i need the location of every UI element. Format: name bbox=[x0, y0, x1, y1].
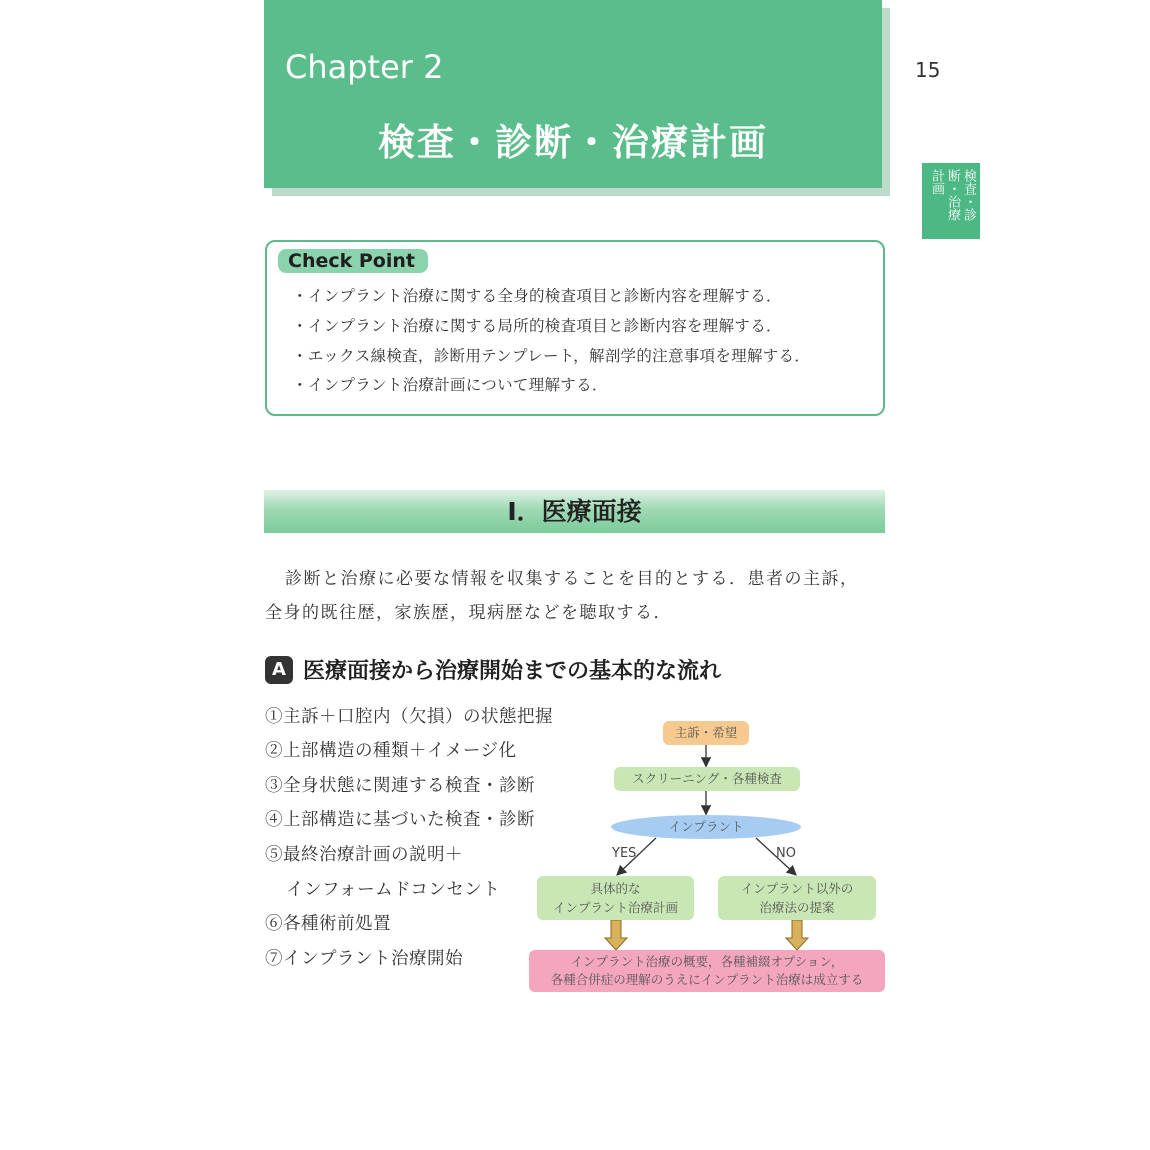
flow-box-summary bbox=[529, 950, 885, 992]
flow-decision-implant: インプラント bbox=[611, 815, 801, 839]
section-intro-line: 全身的既往歴，家族歴，現病歴などを聴取する． bbox=[265, 603, 672, 623]
checkpoint-item: ・インプラント治療に関する局所的検査項目と診断内容を理解する． bbox=[292, 317, 782, 335]
chapter-title: 検査・診断・治療計画 bbox=[378, 121, 768, 164]
flow-box-text: インプラント治療計画 bbox=[552, 900, 678, 915]
section-title: Ⅰ．医療面接 bbox=[507, 497, 642, 526]
checkpoint-item: ・インプラント治療に関する全身的検査項目と診断内容を理解する． bbox=[292, 287, 782, 305]
flow-box-alternative bbox=[718, 876, 876, 920]
checkpoint-item: ・インプラント治療計画について理解する． bbox=[292, 376, 608, 394]
flow-step: ⑤最終治療計画の説明＋ bbox=[265, 845, 463, 865]
flow-box-text: インプラント治療の概要，各種補綴オプション， bbox=[570, 954, 844, 969]
checkpoint-item: ・エックス線検査，診断用テンプレート，解剖学的注意事項を理解する． bbox=[292, 347, 811, 365]
flow-step: ⑥各種術前処置 bbox=[265, 914, 391, 934]
side-tab: 検査・診断・治療計画 bbox=[922, 163, 980, 239]
page-number: 15 bbox=[915, 58, 941, 82]
flow-box-specific-plan bbox=[537, 876, 694, 920]
block-arrow-right bbox=[786, 920, 808, 950]
block-arrow-left bbox=[605, 920, 627, 950]
flow-step: ①主訴＋口腔内（欠損）の状態把握 bbox=[265, 707, 553, 727]
chapter-label: Chapter 2 bbox=[285, 48, 444, 86]
subsection-title: 医療面接から治療開始までの基本的な流れ bbox=[303, 659, 722, 684]
flow-label-no: NO bbox=[776, 846, 796, 861]
section-intro-line: 診断と治療に必要な情報を収集することを目的とする．患者の主訴， bbox=[285, 569, 859, 589]
checkpoint-label: Check Point bbox=[278, 249, 428, 273]
flow-box-text: 治療法の提案 bbox=[759, 900, 835, 915]
flow-step: ④上部構造に基づいた検査・診断 bbox=[265, 810, 535, 830]
flow-step-continuation: インフォームドコンセント bbox=[286, 880, 501, 900]
flow-step: ③全身状態に関連する検査・診断 bbox=[265, 776, 535, 796]
flow-box-text: 具体的な bbox=[590, 881, 641, 896]
subsection-badge: A bbox=[265, 656, 293, 684]
flow-step: ②上部構造の種類＋イメージ化 bbox=[265, 741, 517, 761]
flow-box-text: 各種合併症の理解のうえにインプラント治療は成立する bbox=[550, 972, 864, 987]
flow-label-yes: YES bbox=[612, 846, 637, 861]
flow-box-complaint: 主訴・希望 bbox=[663, 721, 749, 745]
flow-box-screening: スクリーニング・各種検査 bbox=[614, 767, 800, 791]
flow-box-text: インプラント以外の bbox=[740, 881, 854, 896]
flow-step: ⑦インプラント治療開始 bbox=[265, 949, 463, 969]
